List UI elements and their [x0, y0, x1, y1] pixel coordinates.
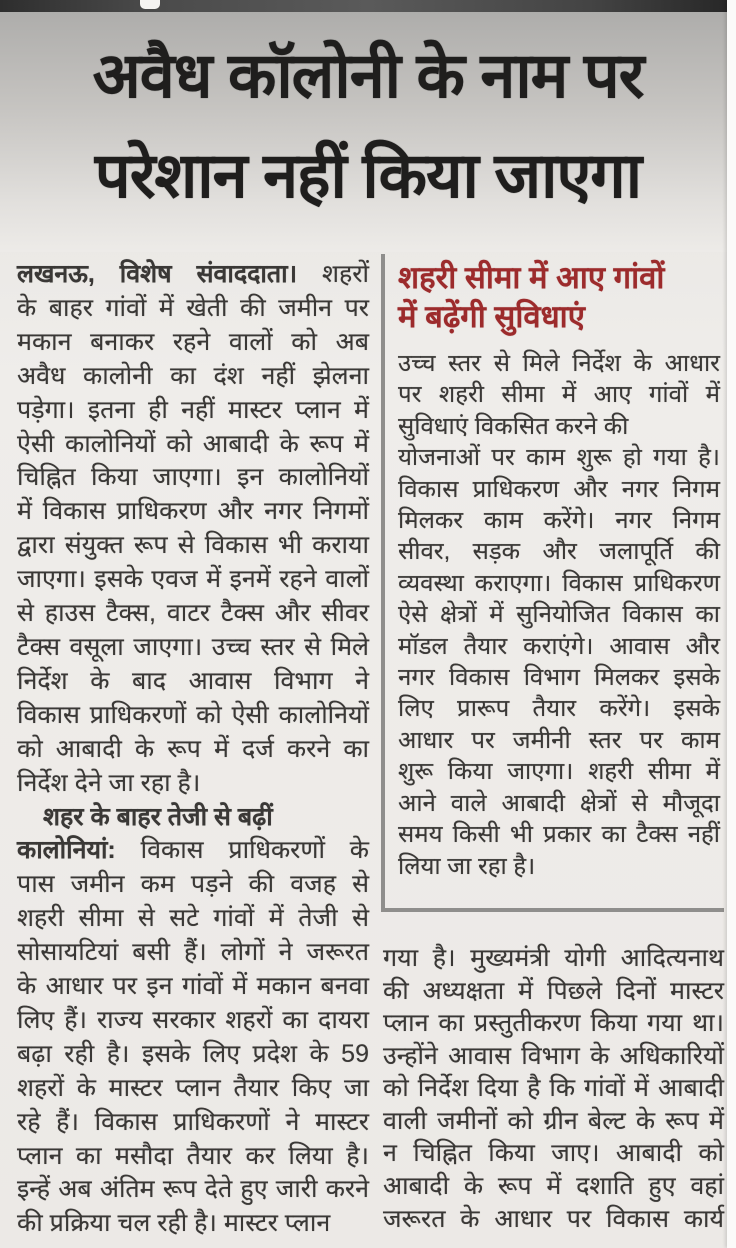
text-line: शहरी सीमा से सटे गांवों में तेजी से: [17, 904, 369, 933]
text-line: पास जमीन कम पड़ने की वजह से: [17, 870, 369, 899]
text-line: को निर्देश दिया है कि गांवों में आबादी: [383, 1074, 724, 1103]
text-line: से हाउस टैक्स, वाटर टैक्स और सीवर: [17, 599, 369, 628]
text-line: [398, 411, 720, 442]
text-segment: की प्रक्रिया चल रही है। मास्टर प्लान: [17, 1209, 331, 1238]
text-segment: शहरों: [322, 260, 369, 288]
text-line: चिह्नित किया जाएगा। इन कालोनियों: [17, 463, 369, 492]
text-line: अवैध कालोनी का दंश नहीं झेलना: [17, 361, 369, 390]
text-line: योजनाओं पर काम शुरू हो गया है।: [398, 444, 720, 472]
text-line: [398, 851, 720, 882]
bold-text-segment: शहर के बाहर तेजी से बढ़ीं: [43, 802, 273, 831]
left-column: [17, 258, 369, 1241]
text-line: विकास प्राधिकरणों को ऐसी कालोनियों: [17, 700, 369, 729]
text-line: शहरों के मास्टर प्लान तैयार किए जा: [17, 1073, 369, 1102]
sidebar-box: [381, 254, 724, 912]
text-segment: लिया जा रहा है।: [398, 852, 536, 880]
text-line: मकान बनाकर रहने वालों को अब: [17, 327, 369, 356]
text-line: उन्होंने आवास विभाग के अधिकारियों: [383, 1041, 724, 1070]
sidebar-heading-line-1: शहरी सीमा में आए गांवों: [398, 260, 665, 295]
headline-line-2: परेशान नहीं किया जाएगा: [94, 141, 642, 211]
sidebar-box-text: [398, 348, 720, 882]
text-line: निर्देश के बाद आवास विभाग ने: [17, 666, 369, 695]
text-line: लिए हैं। राज्य सरकार शहरों का दायरा: [17, 1005, 369, 1034]
text-line: प्लान का मसौदा तैयार कर लिया है।: [17, 1141, 369, 1170]
text-segment: विकास प्राधिकरणों के: [115, 836, 369, 865]
bold-text-segment: लखनऊ, विशेष संवाददाता।: [17, 260, 323, 288]
text-line: लिए प्रारूप तैयार करेंगे। इसके: [398, 695, 720, 723]
scan-right-edge: [727, 0, 736, 1248]
text-line: इन्हें अब अंतिम रूप देते हुए जारी करने: [17, 1175, 369, 1204]
text-line: मॉडल तैयार कराएंगे। आवास और: [398, 632, 720, 660]
text-line: के बाहर गांवों में खेती की जमीन पर: [17, 293, 369, 322]
text-segment: सुविधाएं विकसित करने की: [398, 412, 629, 440]
text-line: ऐसी कालोनियों को आबादी के रूप में: [17, 429, 369, 458]
text-line: [17, 801, 369, 835]
right-column: [381, 254, 724, 1235]
text-line: पर शहरी सीमा में आए गांवों में: [398, 381, 720, 409]
text-line: रहे हैं। विकास प्राधिकरणों ने मास्टर: [17, 1107, 369, 1136]
headline-line-1: अवैध कॉलोनी के नाम पर: [92, 41, 644, 111]
text-line: शुरू किया जाएगा। शहरी सीमा में: [398, 758, 720, 786]
text-line: [17, 834, 369, 868]
text-line: आधार पर जमीनी स्तर पर काम: [398, 726, 720, 754]
text-line: मिलकर काम करेंगे। नगर निगम: [398, 507, 720, 535]
text-line: बढ़ा रही है। इसके लिए प्रदेश के 59: [17, 1039, 369, 1068]
text-line: सोसायटियां बसी हैं। लोगों ने जरूरत: [17, 938, 369, 967]
text-line: ऐसे क्षेत्रों में सुनियोजित विकास का: [398, 601, 720, 629]
text-line: में विकास प्राधिकरण और नगर निगमों: [17, 497, 369, 526]
text-line: न चिह्नित किया जाए। आबादी को: [383, 1139, 724, 1168]
text-line: द्वारा संयुक्त रूप से विकास भी कराया: [17, 531, 369, 560]
main-headline: [0, 12, 736, 226]
text-line: टैक्स वसूला जाएगा। उच्च स्तर से मिले: [17, 632, 369, 661]
headline-band: [0, 12, 736, 252]
text-line: को आबादी के रूप में दर्ज करने का: [17, 734, 369, 763]
scan-top-edge: [0, 0, 736, 12]
text-line: जाएगा। इसके एवज में इनमें रहने वालों: [17, 565, 369, 594]
text-line: के आधार पर इन गांवों में मकान बनवा: [17, 972, 369, 1001]
text-line: आबादी के रूप में दशाति हुए वहां: [383, 1172, 724, 1201]
text-line: सीवर, सड़क और जलापूर्ति की: [398, 538, 720, 566]
text-line: प्लान का प्रस्तुतीकरण किया गया था।: [383, 1009, 724, 1038]
sidebar-heading-line-2: में बढ़ेंगी सुविधाएं: [398, 299, 585, 334]
text-line: उच्च स्तर से मिले निर्देश के आधार: [398, 350, 720, 377]
text-line: [17, 258, 369, 292]
scan-top-notch: [140, 0, 160, 9]
text-line: जरूरत के आधार पर विकास कार्य: [383, 1204, 724, 1233]
text-segment: निर्देश देने जा रहा है।: [17, 768, 201, 797]
bold-text-segment: कालोनियां:: [17, 836, 116, 865]
text-line: [17, 767, 369, 801]
text-line: समय किसी भी प्रकार का टैक्स नहीं: [398, 821, 720, 849]
sidebar-box-heading: [398, 258, 720, 336]
text-line: [17, 1207, 369, 1241]
right-column-continuation: [381, 942, 724, 1235]
text-line: व्यवस्था कराएगा। विकास प्राधिकरण: [398, 569, 720, 597]
text-line: की अध्यक्षता में पिछले दिनों मास्टर: [383, 976, 724, 1005]
text-line: वाली जमीनों को ग्रीन बेल्ट के रूप में: [383, 1106, 724, 1135]
text-line: आने वाले आबादी क्षेत्रों से मौजूदा: [398, 789, 720, 817]
text-line: गया है। मुख्यमंत्री योगी आदित्यनाथ: [383, 943, 724, 972]
text-line: नगर विकास विभाग मिलकर इसके: [398, 664, 720, 692]
text-line: पड़ेगा। इतना ही नहीं मास्टर प्लान में: [17, 395, 369, 424]
text-line: विकास प्राधिकरण और नगर निगम: [398, 475, 720, 503]
